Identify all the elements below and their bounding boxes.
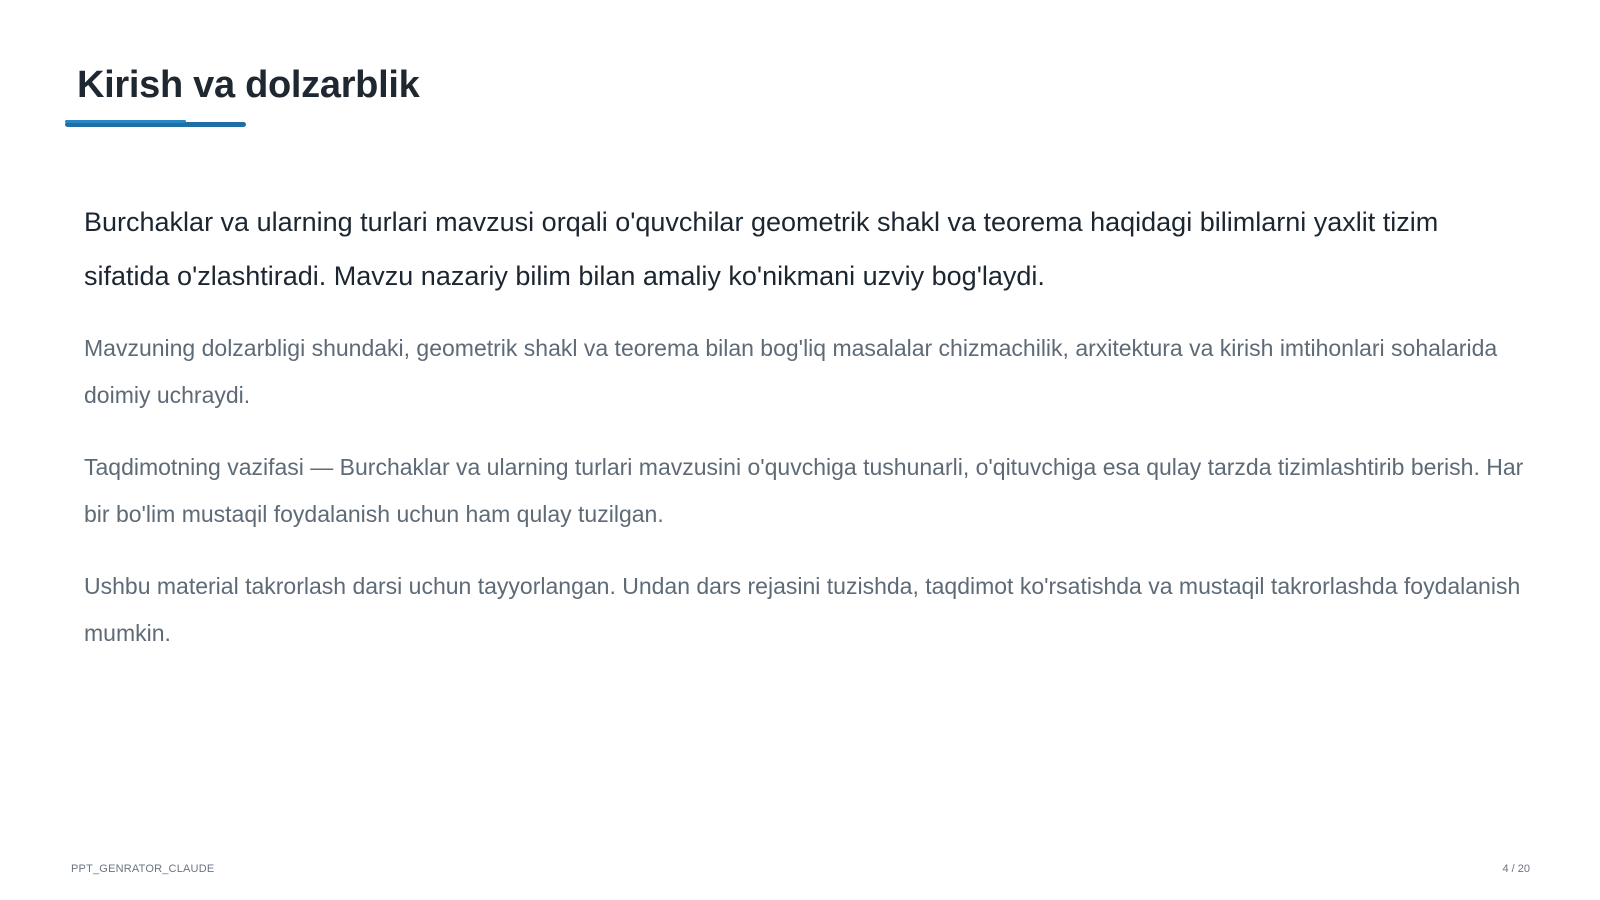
body-paragraph: Mavzuning dolzarbligi shundaki, geometrik shakl va teorema bilan bog'liq masalalar chizmachilik, arxitektura va kirish imtihonlari sohalarida doimiy uchraydi. <box>84 335 1498 408</box>
page-number: 4 / 20 <box>1502 863 1530 875</box>
footer-brand: PPT_GENRATOR_CLAUDE <box>71 863 215 875</box>
lead-paragraph: Burchaklar va ularning turlari mavzusi orqali o'quvchilar geometrik shakl va teorema haqidagi bilimlarni yaxlit tizim sifatida o'zlashtiradi. Mavzu nazariy bilim bilan amaliy ko'nikmani uzviy bog'laydi. <box>84 207 1439 291</box>
slide-title: Kirish va dolzarblik <box>77 64 420 106</box>
body-paragraph: Ushbu material takrorlash darsi uchun tayyorlangan. Undan dars rejasini tuzishda, taqdimot ko'rsatishda va mustaqil takrorlashda foydalanish mumkin. <box>84 573 1521 646</box>
title-underline <box>65 122 246 127</box>
body-paragraph: Taqdimotning vazifasi — Burchaklar va ularning turlari mavzusini o'quvchiga tushunarli, o'qituvchiga esa qulay tarzda tizimlashtirib berish. Har bir bo'lim mustaqil foydalanish uchun ham qulay tuzilgan. <box>84 454 1524 527</box>
slide-content <box>84 195 1524 682</box>
